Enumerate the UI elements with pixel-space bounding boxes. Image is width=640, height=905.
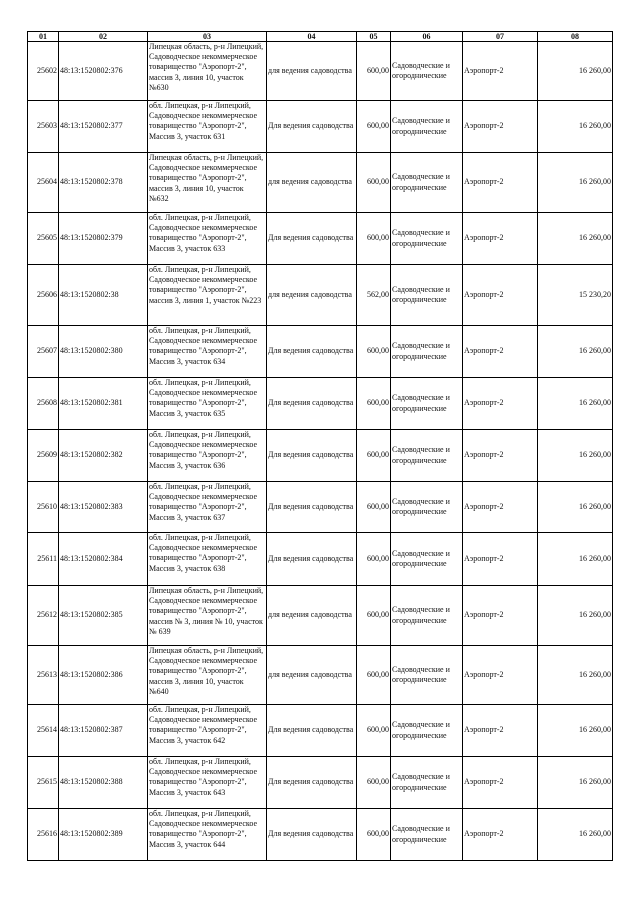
cell-cadastral-value: 16 260,00: [538, 757, 613, 809]
cell-address: обл. Липецкая, р-н Липецкий, Садоводческое некоммерческое товарищество "Аэропорт-2", Массив 3, участок 638: [148, 533, 267, 586]
cell-partnership: Аэропорт-2: [463, 153, 538, 213]
cell-address: обл. Липецкая, р-н Липецкий, Садоводческое некоммерческое товарищество "Аэропорт-2", Массив 3, участок 636: [148, 430, 267, 482]
cell-cadastral-value: 16 260,00: [538, 101, 613, 153]
cell-partnership: Аэропорт-2: [463, 430, 538, 482]
cell-cadastral-number: 48:13:1520802:380: [59, 326, 148, 378]
cell-area: 600,00: [357, 430, 391, 482]
cell-cadastral-number: 48:13:1520802:389: [59, 809, 148, 861]
column-header: 03: [148, 32, 267, 42]
cell-permitted-use: Для ведения садоводства: [267, 430, 357, 482]
cell-cadastral-value: 16 260,00: [538, 533, 613, 586]
table-row: [28, 646, 613, 705]
cell-cadastral-value: 16 260,00: [538, 326, 613, 378]
cell-partnership: Аэропорт-2: [463, 265, 538, 326]
cell-cadastral-number: 48:13:1520802:381: [59, 378, 148, 430]
cell-land-category: Садоводческие и огороднические: [391, 42, 463, 101]
cell-address: обл. Липецкая, р-н Липецкий, Садоводческое некоммерческое товарищество "Аэропорт-2", Массив 3, участок 644: [148, 809, 267, 861]
cell-cadastral-value: 16 260,00: [538, 705, 613, 757]
cell-cadastral-value: 16 260,00: [538, 482, 613, 533]
table-row: [28, 430, 613, 482]
cell-land-category: Садоводческие и огороднические: [391, 213, 463, 265]
cell-address: обл. Липецкая, р-н Липецкий, Садоводческое некоммерческое товарищество "Аэропорт-2", Массив 3, участок 634: [148, 326, 267, 378]
cell-permitted-use: Для ведения садоводства: [267, 809, 357, 861]
cell-land-category: Садоводческие и огороднические: [391, 482, 463, 533]
cell-land-category: Садоводческие и огороднические: [391, 533, 463, 586]
cell-area: 600,00: [357, 646, 391, 705]
cell-cadastral-number: 48:13:1520802:385: [59, 586, 148, 646]
cell-area: 600,00: [357, 482, 391, 533]
cell-permitted-use: для ведения садоводства: [267, 265, 357, 326]
column-header: 06: [391, 32, 463, 42]
cell-land-category: Садоводческие и огороднические: [391, 586, 463, 646]
cell-permitted-use: для ведения садоводства: [267, 153, 357, 213]
cell-land-category: Садоводческие и огороднические: [391, 101, 463, 153]
cell-address: Липецкая область, р-н Липецкий, Садоводческое некоммерческое товарищество "Аэропорт-2", массив 3, линия 10, участок №640: [148, 646, 267, 705]
cell-row-number: 25602: [28, 42, 59, 101]
cell-cadastral-number: 48:13:1520802:378: [59, 153, 148, 213]
cell-permitted-use: Для ведения садоводства: [267, 482, 357, 533]
cell-cadastral-value: 16 260,00: [538, 430, 613, 482]
cell-partnership: Аэропорт-2: [463, 326, 538, 378]
cell-permitted-use: Для ведения садоводства: [267, 705, 357, 757]
cell-partnership: Аэропорт-2: [463, 533, 538, 586]
cell-cadastral-value: 16 260,00: [538, 42, 613, 101]
cell-row-number: 25615: [28, 757, 59, 809]
cell-partnership: Аэропорт-2: [463, 378, 538, 430]
cell-partnership: Аэропорт-2: [463, 586, 538, 646]
table-row: [28, 586, 613, 646]
table-row: [28, 705, 613, 757]
cell-cadastral-value: 16 260,00: [538, 153, 613, 213]
cell-address: обл. Липецкая, р-н Липецкий, Садоводческое некоммерческое товарищество "Аэропорт-2", Массив 3, участок 637: [148, 482, 267, 533]
cell-area: 562,00: [357, 265, 391, 326]
cell-address: обл. Липецкая, р-н Липецкий, Садоводческое некоммерческое товарищество "Аэропорт-2", Массив 3, участок 642: [148, 705, 267, 757]
cell-partnership: Аэропорт-2: [463, 101, 538, 153]
cell-cadastral-number: 48:13:1520802:376: [59, 42, 148, 101]
cell-land-category: Садоводческие и огороднические: [391, 326, 463, 378]
cell-area: 600,00: [357, 326, 391, 378]
cell-cadastral-value: 16 260,00: [538, 586, 613, 646]
cell-permitted-use: для ведения садоводства: [267, 42, 357, 101]
cell-land-category: Садоводческие и огороднические: [391, 153, 463, 213]
table-row: [28, 42, 613, 101]
cell-cadastral-number: 48:13:1520802:382: [59, 430, 148, 482]
cell-row-number: 25610: [28, 482, 59, 533]
cell-land-category: Садоводческие и огороднические: [391, 757, 463, 809]
cell-row-number: 25603: [28, 101, 59, 153]
cell-permitted-use: для ведения садоводства: [267, 586, 357, 646]
cell-permitted-use: для ведения садоводства: [267, 646, 357, 705]
cell-cadastral-value: 16 260,00: [538, 646, 613, 705]
cell-partnership: Аэропорт-2: [463, 42, 538, 101]
document-page: [27, 31, 612, 861]
cell-row-number: 25613: [28, 646, 59, 705]
table-row: [28, 101, 613, 153]
cell-address: обл. Липецкая, р-н Липецкий, Садоводческое некоммерческое товарищество "Аэропорт-2", Массив 3, участок 635: [148, 378, 267, 430]
header-row: [28, 32, 613, 42]
column-header: 05: [357, 32, 391, 42]
cell-area: 600,00: [357, 213, 391, 265]
column-header: 02: [59, 32, 148, 42]
cell-partnership: Аэропорт-2: [463, 482, 538, 533]
table-row: [28, 533, 613, 586]
cell-area: 600,00: [357, 586, 391, 646]
cell-permitted-use: Для ведения садоводства: [267, 533, 357, 586]
cell-cadastral-number: 48:13:1520802:384: [59, 533, 148, 586]
column-header: 04: [267, 32, 357, 42]
cell-land-category: Садоводческие и огороднические: [391, 378, 463, 430]
cell-row-number: 25606: [28, 265, 59, 326]
cell-land-category: Садоводческие и огороднические: [391, 430, 463, 482]
cell-row-number: 25612: [28, 586, 59, 646]
cell-area: 600,00: [357, 705, 391, 757]
cell-cadastral-number: 48:13:1520802:386: [59, 646, 148, 705]
cell-area: 600,00: [357, 378, 391, 430]
cell-cadastral-value: 16 260,00: [538, 809, 613, 861]
cell-land-category: Садоводческие и огороднические: [391, 705, 463, 757]
table-body: [28, 42, 613, 861]
table-row: [28, 378, 613, 430]
table-row: [28, 213, 613, 265]
table-row: [28, 809, 613, 861]
cell-address: обл. Липецкая, р-н Липецкий, Садоводческое некоммерческое товарищество "Аэропорт-2", массив 3, линия 1, участок №223: [148, 265, 267, 326]
table-row: [28, 326, 613, 378]
cell-row-number: 25616: [28, 809, 59, 861]
cell-cadastral-number: 48:13:1520802:377: [59, 101, 148, 153]
column-header: 08: [538, 32, 613, 42]
cell-permitted-use: Для ведения садоводства: [267, 101, 357, 153]
cell-address: Липецкая область, р-н Липецкий, Садоводческое некоммерческое товарищество "Аэропорт-2", массив 3, линия 10, участок №632: [148, 153, 267, 213]
cell-row-number: 25605: [28, 213, 59, 265]
cell-address: Липецкая область, р-н Липецкий, Садоводческое некоммерческое товарищество "Аэропорт-2", массив № 3, линия № 10, участок № 639: [148, 586, 267, 646]
table-row: [28, 757, 613, 809]
cell-partnership: Аэропорт-2: [463, 213, 538, 265]
cell-cadastral-value: 15 230,20: [538, 265, 613, 326]
cell-land-category: Садоводческие и огороднические: [391, 265, 463, 326]
cell-row-number: 25614: [28, 705, 59, 757]
cell-row-number: 25608: [28, 378, 59, 430]
cell-area: 600,00: [357, 42, 391, 101]
cell-partnership: Аэропорт-2: [463, 705, 538, 757]
cell-area: 600,00: [357, 101, 391, 153]
cell-land-category: Садоводческие и огороднические: [391, 646, 463, 705]
cell-row-number: 25604: [28, 153, 59, 213]
cell-partnership: Аэропорт-2: [463, 757, 538, 809]
cell-cadastral-number: 48:13:1520802:388: [59, 757, 148, 809]
cell-area: 600,00: [357, 809, 391, 861]
cell-address: обл. Липецкая, р-н Липецкий, Садоводческое некоммерческое товарищество "Аэропорт-2", Массив 3, участок 643: [148, 757, 267, 809]
cell-cadastral-number: 48:13:1520802:38: [59, 265, 148, 326]
cell-cadastral-value: 16 260,00: [538, 378, 613, 430]
table-row: [28, 265, 613, 326]
cell-permitted-use: Для ведения садоводства: [267, 213, 357, 265]
cell-row-number: 25609: [28, 430, 59, 482]
land-plots-table: [27, 31, 613, 861]
cell-area: 600,00: [357, 153, 391, 213]
cell-permitted-use: Для ведения садоводства: [267, 326, 357, 378]
column-header: 07: [463, 32, 538, 42]
table-row: [28, 482, 613, 533]
cell-area: 600,00: [357, 533, 391, 586]
cell-address: обл. Липецкая, р-н Липецкий, Садоводческое некоммерческое товарищество "Аэропорт-2", Массив 3, участок 631: [148, 101, 267, 153]
cell-row-number: 25607: [28, 326, 59, 378]
cell-cadastral-value: 16 260,00: [538, 213, 613, 265]
cell-permitted-use: Для ведения садоводства: [267, 378, 357, 430]
cell-cadastral-number: 48:13:1520802:383: [59, 482, 148, 533]
cell-permitted-use: Для ведения садоводства: [267, 757, 357, 809]
cell-cadastral-number: 48:13:1520802:387: [59, 705, 148, 757]
cell-land-category: Садоводческие и огороднические: [391, 809, 463, 861]
cell-partnership: Аэропорт-2: [463, 646, 538, 705]
table-row: [28, 153, 613, 213]
cell-row-number: 25611: [28, 533, 59, 586]
column-header: 01: [28, 32, 59, 42]
cell-partnership: Аэропорт-2: [463, 809, 538, 861]
cell-cadastral-number: 48:13:1520802:379: [59, 213, 148, 265]
cell-address: обл. Липецкая, р-н Липецкий, Садоводческое некоммерческое товарищество "Аэропорт-2", Массив 3, участок 633: [148, 213, 267, 265]
cell-address: Липецкая область, р-н Липецкий, Садоводческое некоммерческое товарищество "Аэропорт-2", массив 3, линия 10, участок №630: [148, 42, 267, 101]
cell-area: 600,00: [357, 757, 391, 809]
